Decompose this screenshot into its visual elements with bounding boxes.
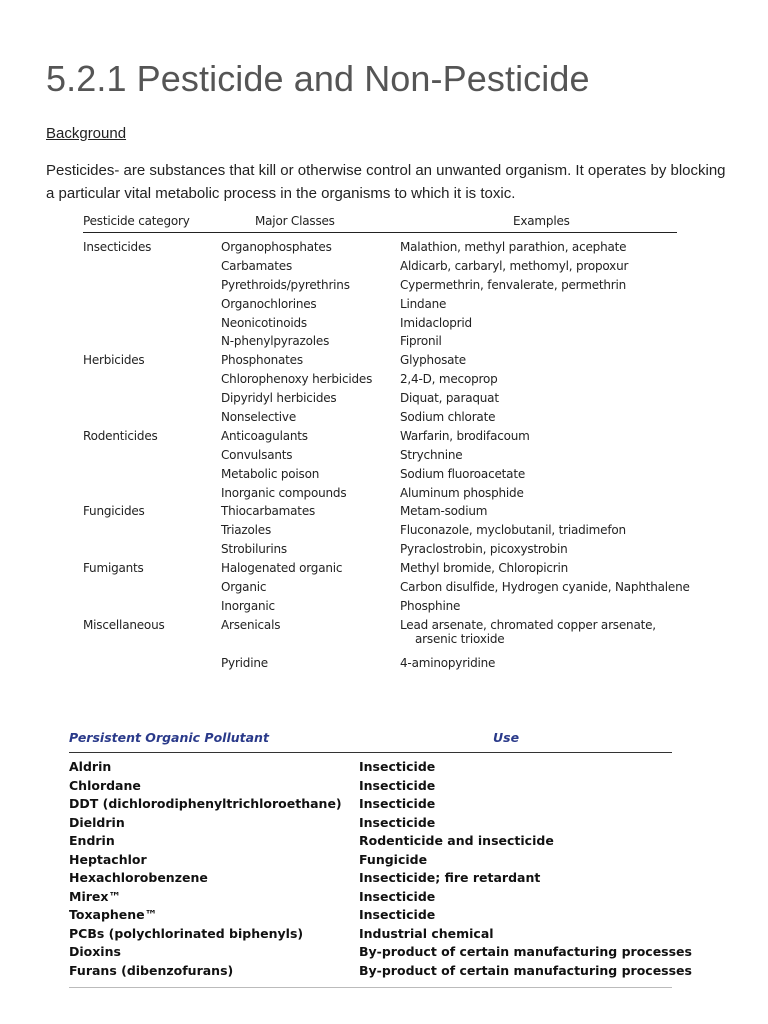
use-cell: Insecticide [359, 814, 436, 830]
example-cell: Carbon disulfide, Hydrogen cyanide, Naphthalene [400, 580, 690, 595]
category-cell: Fumigants [83, 561, 144, 576]
pesticide-table-body [83, 233, 690, 675]
example-cell: Fipronil [400, 334, 442, 349]
pollutant-cell: Heptachlor [69, 851, 147, 867]
class-cell: Organic [221, 580, 267, 595]
class-cell: Pyrethroids/pyrethrins [221, 277, 350, 292]
example-cell: Glyphosate [400, 353, 466, 368]
pop-table [69, 728, 692, 988]
table-row [83, 599, 677, 618]
example-cell: Imidacloprid [400, 315, 472, 330]
table-row [83, 656, 677, 675]
example-cell: Pyraclostrobin, picoxystrobin [400, 542, 568, 557]
background-link[interactable]: Background [46, 125, 127, 142]
pollutant-cell: Toxaphene™ [69, 907, 158, 922]
class-cell: Inorganic [221, 598, 275, 613]
table-row [83, 429, 677, 448]
table-row [83, 580, 690, 599]
table-row [69, 944, 692, 963]
example-cell: Phosphine [400, 598, 461, 613]
table-row [83, 278, 677, 297]
class-cell: N-phenylpyrazoles [221, 334, 330, 349]
use-cell: Fungicide [359, 851, 428, 867]
class-cell: Pyridine [221, 655, 268, 670]
use-cell: By-product of certain manufacturing processes [359, 962, 692, 978]
class-cell: Inorganic compounds [221, 485, 347, 500]
pesticide-table [83, 212, 690, 675]
class-cell: Neonicotinoids [221, 315, 307, 330]
table-row [83, 467, 677, 486]
table-row [69, 907, 672, 926]
intro-paragraph: Pesticides- are substances that kill or otherwise control an unwanted organism. It operates by blocking a particular vital metabolic process in the organisms to which it is toxic. [46, 162, 726, 202]
pop-table-header [69, 728, 672, 753]
category-cell: Herbicides [83, 353, 145, 368]
example-cell: Methyl bromide, Chloropicrin [400, 561, 569, 576]
class-cell: Halogenated organic [221, 561, 343, 576]
category-cell: Miscellaneous [83, 617, 165, 632]
table-row [69, 962, 692, 982]
example-cell: Sodium fluoroacetate [400, 466, 526, 481]
table-row [69, 815, 672, 834]
example-cell [400, 618, 656, 646]
table-row [83, 240, 677, 259]
table-row [83, 486, 677, 505]
pollutant-cell: Mirex™ [69, 888, 121, 904]
pollutant-cell: Dieldrin [69, 814, 125, 830]
use-cell: Insecticide [359, 907, 436, 922]
example-cell: Aldicarb, carbaryl, methomyl, propoxur [400, 258, 629, 273]
class-cell: Nonselective [221, 410, 296, 425]
example-cell: Strychnine [400, 447, 463, 462]
pesticide-table-header [83, 212, 677, 233]
pop-table-body [69, 753, 692, 981]
example-cell: Sodium chlorate [400, 410, 496, 425]
table-row [83, 561, 677, 580]
table-row [69, 870, 672, 889]
class-cell: Carbamates [221, 258, 293, 273]
table-row [83, 372, 677, 391]
class-cell: Arsenicals [221, 617, 281, 632]
class-cell: Metabolic poison [221, 466, 320, 481]
table-row [69, 926, 672, 945]
example-cell: Metam-sodium [400, 504, 488, 519]
example-cell: Diquat, paraquat [400, 391, 499, 406]
pollutant-cell: Chlordane [69, 777, 141, 793]
page-title: 5.2.1 Pesticide and Non-Pesticide [46, 58, 590, 99]
pollutant-cell: Endrin [69, 833, 115, 848]
table-row [69, 778, 672, 797]
table-row [69, 796, 672, 815]
header-pollutant: Persistent Organic Pollutant [69, 730, 269, 745]
table-row [83, 504, 677, 523]
table-row [83, 316, 677, 335]
table-row [69, 759, 672, 778]
use-cell: Insecticide [359, 888, 436, 904]
use-cell: By-product of certain manufacturing processes [359, 944, 692, 959]
category-cell: Fungicides [83, 504, 145, 519]
table-row [69, 833, 672, 852]
pollutant-cell: PCBs (polychlorinated biphenyls) [69, 925, 304, 941]
header-examples: Examples [513, 214, 570, 228]
class-cell: Chlorophenoxy herbicides [221, 372, 373, 387]
category-cell: Rodenticides [83, 428, 158, 443]
class-cell: Triazoles [221, 523, 271, 538]
pollutant-cell: Dioxins [69, 944, 121, 959]
pollutant-cell: Hexachlorobenzene [69, 870, 208, 885]
use-cell: Insecticide; fire retardant [359, 870, 541, 885]
table-row [83, 259, 677, 278]
class-cell: Thiocarbamates [221, 504, 316, 519]
use-cell: Insecticide [359, 759, 436, 774]
example-cell: Malathion, methyl parathion, acephate [400, 240, 627, 254]
class-cell: Organophosphates [221, 240, 332, 254]
table-row [83, 353, 677, 372]
use-cell: Insecticide [359, 796, 436, 811]
class-cell: Dipyridyl herbicides [221, 391, 337, 406]
table-row [83, 618, 677, 656]
table-row [83, 391, 677, 410]
table-row [69, 852, 672, 871]
header-use: Use [493, 730, 520, 745]
example-cell: Warfarin, brodifacoum [400, 428, 530, 443]
table-row [83, 523, 677, 542]
header-classes: Major Classes [255, 214, 335, 228]
header-category: Pesticide category [83, 214, 190, 228]
table-row [83, 542, 677, 561]
pollutant-cell: DDT (dichlorodiphenyltrichloroethane) [69, 796, 342, 811]
table-row [83, 448, 677, 467]
example-cell: Cypermethrin, fenvalerate, permethrin [400, 277, 627, 292]
table-row [83, 297, 677, 316]
use-cell: Rodenticide and insecticide [359, 833, 554, 848]
pollutant-cell: Aldrin [69, 759, 112, 774]
class-cell: Convulsants [221, 447, 293, 462]
example-cell: 2,4-D, mecoprop [400, 372, 498, 387]
example-cell: Aluminum phosphide [400, 485, 524, 500]
pollutant-cell: Furans (dibenzofurans) [69, 962, 234, 978]
use-cell: Industrial chemical [359, 925, 494, 941]
class-cell: Strobilurins [221, 542, 287, 557]
category-cell: Insecticides [83, 240, 152, 254]
table-row [69, 889, 672, 908]
table-row [83, 410, 677, 429]
example-cell: Fluconazole, myclobutanil, triadimefon [400, 523, 626, 538]
class-cell: Organochlorines [221, 296, 317, 311]
example-line: Lead arsenate, chromated copper arsenate, [400, 617, 656, 632]
class-cell: Anticoagulants [221, 428, 308, 443]
pop-table-bottom-rule [69, 987, 672, 988]
example-cell: 4-aminopyridine [400, 655, 496, 670]
class-cell: Phosphonates [221, 353, 303, 368]
example-cell: Lindane [400, 296, 447, 311]
example-line-continued: arsenic trioxide [415, 631, 505, 646]
use-cell: Insecticide [359, 777, 436, 793]
table-row [83, 334, 677, 353]
